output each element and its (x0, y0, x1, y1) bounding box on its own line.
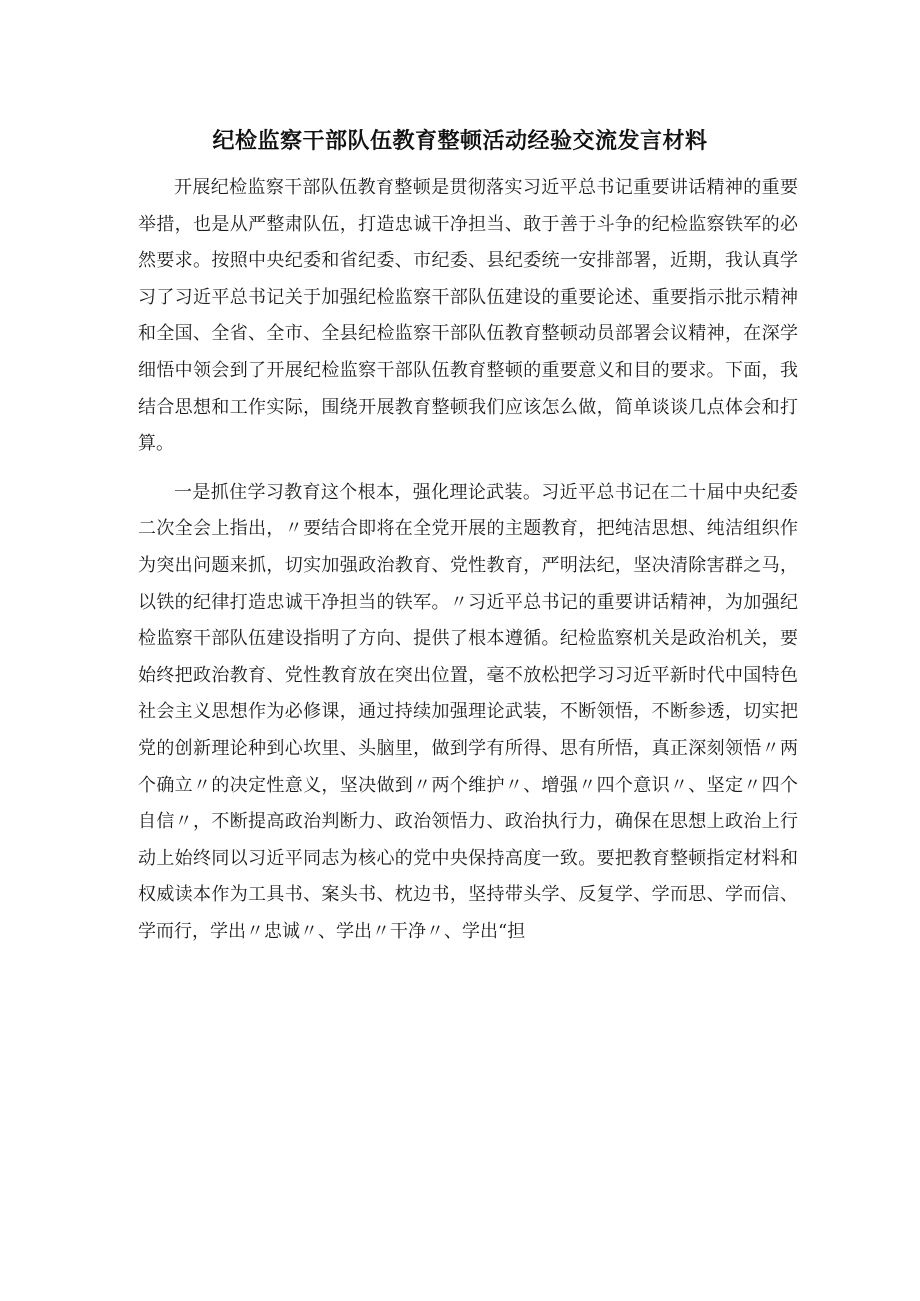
document-body (138, 170, 798, 950)
document-title: 纪检监察干部队伍教育整顿活动经验交流发言材料 (212, 129, 708, 154)
paragraph-point-one: 一是抓住学习教育这个根本，强化理论武装。习近平总书记在二十届中央纪委二次全会上指出，〃要结合即将在全党开展的主题教育，把纯洁思想、纯洁组织作为突出问题来抓，切实加强政治教育、党性教育，严明法纪，坚决清除害群之马，以铁的纪律打造忠诚干净担当的铁军。〃习近平总书记的重要讲话精神，为加强纪检监察干部队伍建设指明了方向、提供了根本遵循。纪检监察机关是政治机关，要始终把政治教育、党性教育放在突出位置，毫不放松把学习习近平新时代中国特色社会主义思想作为必修课，通过持续加强理论武装，不断领悟，不断参透，切实把党的创新理论种到心坎里、头脑里，做到学有所得、思有所悟，真正深刻领悟〃两个确立〃的决定性意义，坚决做到〃两个维护〃、增强〃四个意识〃、坚定〃四个自信〃，不断提高政治判断力、政治领悟力、政治执行力，确保在思想上政治上行动上始终同以习近平同志为核心的党中央保持高度一致。要把教育整顿指定材料和权威读本作为工具书、案头书、枕边书，坚持带头学、反复学、学而思、学而信、学而行，学出〃忠诚〃、学出〃干净〃、学出“担 (138, 481, 798, 942)
paragraph-intro: 开展纪检监察干部队伍教育整顿是贯彻落实习近平总书记重要讲话精神的重要举措，也是从严整肃队伍，打造忠诚干净担当、敢于善于斗争的纪检监察铁军的必然要求。按照中央纪委和省纪委、市纪委、县纪委统一安排部署，近期，我认真学习了习近平总书记关于加强纪检监察干部队伍建设的重要论述、重要指示批示精神和全国、全省、全市、全县纪检监察干部队伍教育整顿动员部署会议精神，在深学细悟中领会到了开展纪检监察干部队伍教育整顿的重要意义和目的要求。下面，我结合思想和工作实际，围绕开展教育整顿我们应该怎么做，简单谈谈几点体会和打算。 (138, 177, 798, 455)
